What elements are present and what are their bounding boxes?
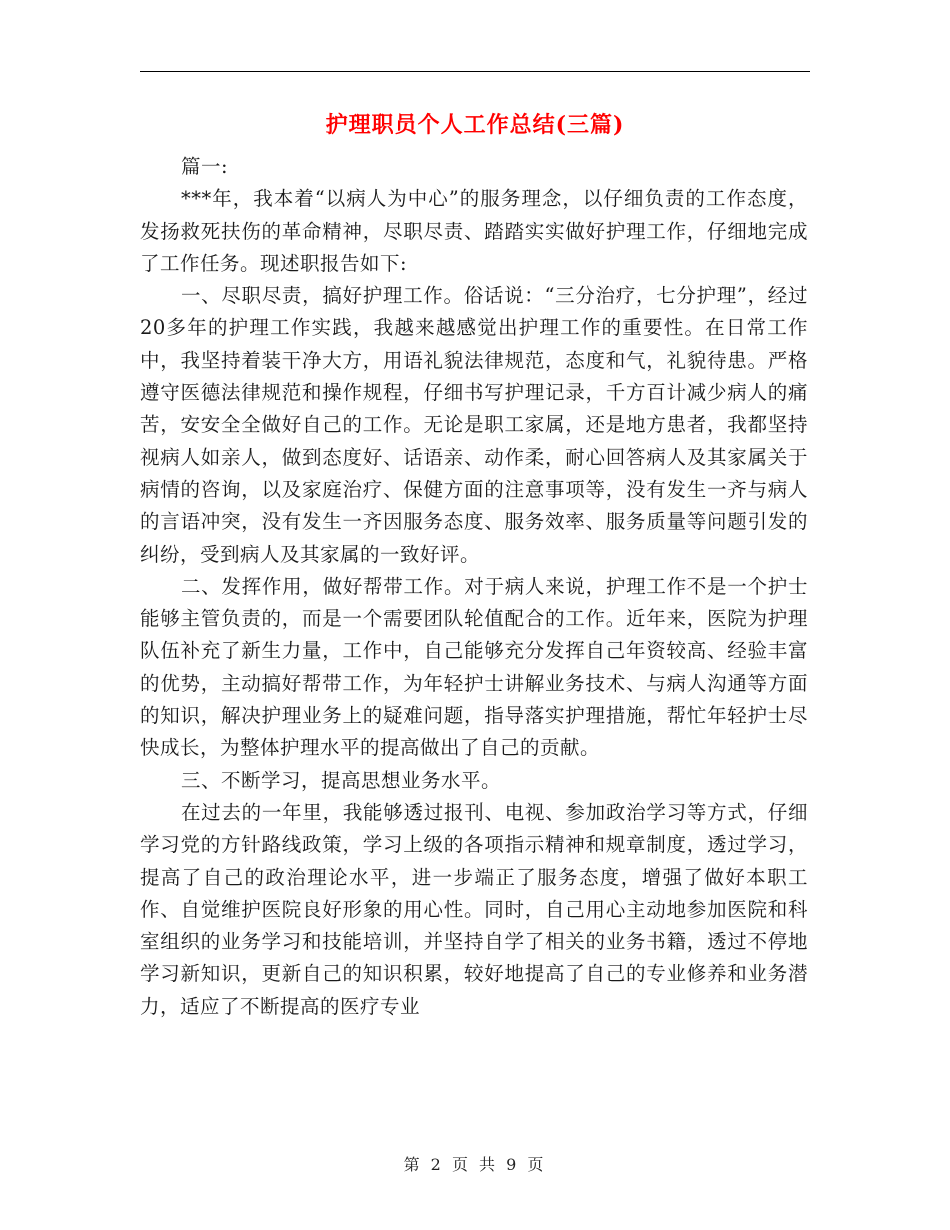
paragraph-section-two: 二、发挥作用，做好帮带工作。对于病人来说，护理工作不是一个护士能够主管负责的，而是一个需要团队轮值配合的工作。近年来，医院为护理队伍补充了新生力量，工作中，自己能够充分发挥自己年资较高、经验丰富的优势，主动搞好帮带工作，为年轻护士讲解业务技术、与病人沟通等方面的知识，解决护理业务上的疑难问题，指导落实护理措施，帮忙年轻护士尽快成长，为整体护理水平的提高做出了自己的贡献。 — [140, 574, 808, 760]
paragraph-section-three-body: 在过去的一年里，我能够透过报刊、电视、参加政治学习等方式，仔细学习党的方针路线政策，学习上级的各项指示精神和规章制度，透过学习，提高了自己的政治理论水平，进一步端正了服务态度，增强了做好本职工作、自觉维护医院良好形象的用心性。同时，自己用心主动地参加医院和科室组织的业务学习和技能培训，并坚持自学了相关的业务书籍，透过不停地学习新知识，更新自己的知识积累，较好地提高了自己的专业修养和业务潜力，适应了不断提高的医疗专业 — [140, 800, 808, 1018]
document-body — [140, 151, 808, 1023]
document-title: 护理职员个人工作总结(三篇) — [325, 112, 625, 138]
paragraph-section-three-heading: 三、不断学习，提高思想业务水平。 — [180, 768, 501, 792]
paragraph-section-label: 篇一: — [180, 155, 229, 178]
paragraph-intro: ***年，我本着“以病人为中心”的服务理念，以仔细负责的工作态度，发扬救死扶伤的革命精神，尽职尽责、踏踏实实做好护理工作，仔细地完成了工作任务。现述职报告如下: — [140, 187, 808, 275]
paragraph-section-one: 一、尽职尽责，搞好护理工作。俗话说：“三分治疗，七分护理”，经过20多年的护理工作实践，我越来越感觉出护理工作的重要性。在日常工作中，我坚持着装干净大方，用语礼貌法律规范，态度和气，礼貌待患。严格遵守医德法律规范和操作规程，仔细书写护理记录，千方百计减少病人的痛苦，安安全全做好自己的工作。无论是职工家属，还是地方患者，我都坚持视病人如亲人，做到态度好、话语亲、动作柔，耐心回答病人及其家属关于病情的咨询，以及家庭治疗、保健方面的注意事项等，没有发生一齐与病人的言语冲突，没有发生一齐因服务态度、服务效率、服务质量等问题引发的纠纷，受到病人及其家属的一致好评。 — [140, 284, 808, 566]
page-footer: 第 2 页 共 9 页 — [403, 1155, 547, 1174]
header-rule — [140, 71, 810, 72]
